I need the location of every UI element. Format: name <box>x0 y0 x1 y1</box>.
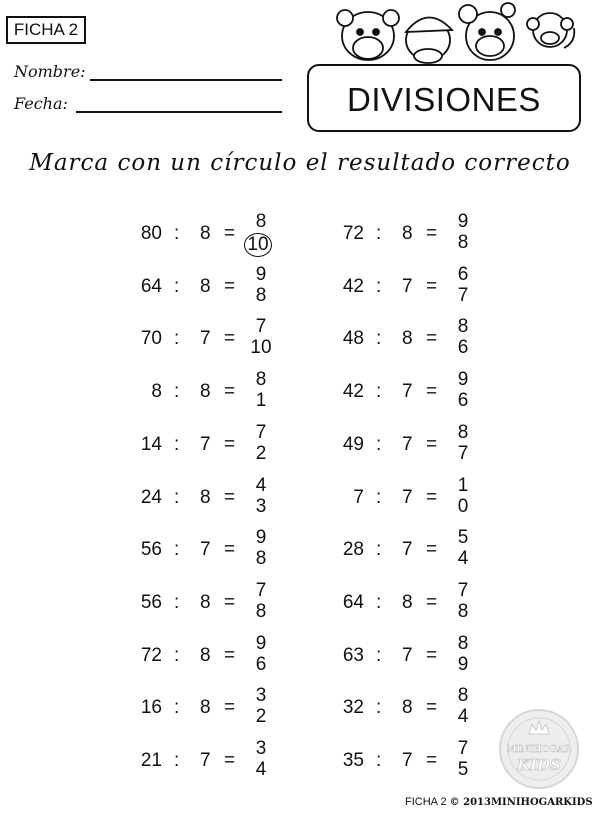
dividend: 42 <box>342 381 364 403</box>
answer-option[interactable]: 8 <box>255 211 267 232</box>
dividend: 14 <box>140 433 162 455</box>
answer-option[interactable]: 9 <box>255 632 267 654</box>
equals-sign: = <box>426 433 438 455</box>
nombre-label: Nombre: <box>14 62 86 81</box>
answer-option[interactable]: 9 <box>255 263 267 285</box>
division-problem <box>334 263 484 309</box>
dividend: 72 <box>342 223 364 244</box>
divisor: 8 <box>402 328 413 350</box>
dividend: 8 <box>151 381 162 403</box>
answer-option[interactable]: 7 <box>457 738 469 759</box>
division-problem <box>334 684 484 730</box>
equals-sign: = <box>224 697 236 719</box>
animals-illustration <box>328 2 578 68</box>
divisor: 7 <box>402 275 413 297</box>
answer-option[interactable]: 7 <box>255 421 267 443</box>
answer-option[interactable]: 7 <box>457 579 469 601</box>
equals-sign: = <box>426 644 438 666</box>
dividend: 80 <box>140 223 162 244</box>
equals-sign: = <box>426 381 438 403</box>
divisor: 7 <box>200 328 211 350</box>
answer-option[interactable]: 6 <box>457 337 469 359</box>
colon-sign: : <box>376 486 382 508</box>
answer-option[interactable]: 8 <box>457 632 469 654</box>
answer-option[interactable]: 4 <box>457 706 469 728</box>
divisor: 8 <box>200 486 211 508</box>
answer-option[interactable]: 7 <box>457 442 469 464</box>
colon-sign: : <box>174 275 180 297</box>
footer-copyright: © 2013MINIHOGARKIDS <box>449 797 593 808</box>
division-problem <box>132 737 282 783</box>
divisor: 8 <box>200 381 211 403</box>
colon-sign: : <box>174 750 180 771</box>
answer-option[interactable]: 4 <box>457 548 469 570</box>
equals-sign: = <box>426 539 438 561</box>
equals-sign: = <box>426 750 438 771</box>
answer-option[interactable]: 9 <box>255 527 267 549</box>
answer-option[interactable]: 1 <box>255 390 267 412</box>
title-box <box>307 64 581 132</box>
fecha-write-line[interactable] <box>76 111 282 113</box>
answer-option[interactable]: 3 <box>255 738 267 759</box>
divisor: 8 <box>402 591 413 613</box>
answer-option[interactable]: 6 <box>457 263 469 285</box>
divisor: 7 <box>402 750 413 771</box>
equals-sign: = <box>426 697 438 719</box>
divisor: 7 <box>200 539 211 561</box>
divisor: 8 <box>200 275 211 297</box>
divisor: 7 <box>402 539 413 561</box>
colon-sign: : <box>174 591 180 613</box>
colon-sign: : <box>376 644 382 666</box>
division-problem <box>132 315 282 361</box>
division-problem <box>132 368 282 414</box>
equals-sign: = <box>224 591 236 613</box>
dividend: 49 <box>342 433 364 455</box>
answer-option[interactable]: 3 <box>255 685 267 707</box>
answer-option[interactable]: 9 <box>457 653 469 675</box>
equals-sign: = <box>224 328 236 350</box>
dividend: 70 <box>140 328 162 350</box>
equals-sign: = <box>426 328 438 350</box>
answer-option[interactable]: 8 <box>255 600 267 622</box>
answer-option[interactable]: 0 <box>457 495 469 517</box>
division-problem <box>334 368 484 414</box>
dividend: 42 <box>342 275 364 297</box>
colon-sign: : <box>376 223 382 244</box>
answer-option[interactable]: 8 <box>457 232 469 253</box>
equals-sign: = <box>224 275 236 297</box>
colon-sign: : <box>174 328 180 350</box>
ficha-label: FICHA 2 <box>6 16 86 44</box>
dividend: 63 <box>342 644 364 666</box>
colon-sign: : <box>376 697 382 719</box>
answer-option[interactable]: 9 <box>457 369 469 391</box>
dividend: 56 <box>140 539 162 561</box>
division-problem <box>334 526 484 572</box>
equals-sign: = <box>224 433 236 455</box>
dividend: 48 <box>342 328 364 350</box>
equals-sign: = <box>426 275 438 297</box>
answer-option[interactable]: 8 <box>457 421 469 443</box>
answer-option[interactable]: 8 <box>457 600 469 622</box>
division-problem <box>132 632 282 678</box>
division-problem <box>132 684 282 730</box>
dividend: 7 <box>353 486 364 508</box>
footer-ficha: FICHA 2 <box>405 796 447 808</box>
divisor: 8 <box>402 697 413 719</box>
answer-option[interactable]: 8 <box>255 284 267 306</box>
division-problem <box>132 210 282 256</box>
dividend: 72 <box>140 644 162 666</box>
colon-sign: : <box>174 697 180 719</box>
equals-sign: = <box>426 223 438 244</box>
watermark-line2: KIDS <box>517 756 561 774</box>
dividend: 64 <box>342 591 364 613</box>
colon-sign: : <box>174 433 180 455</box>
answer-option[interactable]: 2 <box>255 442 267 464</box>
dividend: 32 <box>342 697 364 719</box>
dividend: 28 <box>342 539 364 561</box>
watermark-line1: MINIHOGAR <box>506 745 572 755</box>
division-problem <box>334 632 484 678</box>
dividend: 16 <box>140 697 162 719</box>
colon-sign: : <box>174 539 180 561</box>
colon-sign: : <box>174 486 180 508</box>
footer <box>405 796 593 808</box>
answer-option[interactable]: 7 <box>457 284 469 306</box>
answer-option[interactable]: 10 <box>250 337 272 359</box>
answer-option[interactable]: 5 <box>457 527 469 549</box>
answer-option[interactable]: 8 <box>255 548 267 570</box>
division-problem <box>334 474 484 520</box>
division-problem <box>132 526 282 572</box>
colon-sign: : <box>376 275 382 297</box>
minihogar-kids-watermark <box>498 708 580 790</box>
colon-sign: : <box>376 433 382 455</box>
answer-option[interactable]: 8 <box>457 685 469 707</box>
answer-option[interactable]: 9 <box>457 211 469 232</box>
fecha-field[interactable] <box>14 94 68 113</box>
nombre-write-line[interactable] <box>90 79 282 81</box>
division-problem <box>132 263 282 309</box>
dividend: 56 <box>140 591 162 613</box>
colon-sign: : <box>174 381 180 403</box>
worksheet-title: DIVISIONES <box>347 81 541 118</box>
answer-option[interactable]: 5 <box>457 759 469 780</box>
divisor: 7 <box>402 486 413 508</box>
colon-sign: : <box>174 644 180 666</box>
answer-option[interactable]: 1 <box>457 474 469 496</box>
equals-sign: = <box>224 223 236 244</box>
dividend: 24 <box>140 486 162 508</box>
divisor: 8 <box>200 223 211 244</box>
divisor: 8 <box>402 223 413 244</box>
equals-sign: = <box>224 644 236 666</box>
dividend: 64 <box>140 275 162 297</box>
divisor: 7 <box>402 433 413 455</box>
equals-sign: = <box>224 750 236 771</box>
colon-sign: : <box>376 539 382 561</box>
colon-sign: : <box>376 328 382 350</box>
divisor: 8 <box>200 591 211 613</box>
answer-option[interactable]: 3 <box>255 495 267 517</box>
division-problem <box>334 315 484 361</box>
answer-option[interactable]: 8 <box>255 369 267 391</box>
division-problem <box>334 579 484 625</box>
equals-sign: = <box>426 591 438 613</box>
equals-sign: = <box>224 486 236 508</box>
division-problem <box>132 421 282 467</box>
division-problem <box>334 210 484 256</box>
divisor: 8 <box>200 644 211 666</box>
instruction-text: Marca con un círculo el resultado correcto <box>29 150 571 176</box>
colon-sign: : <box>376 750 382 771</box>
division-problem <box>132 579 282 625</box>
division-problem <box>132 474 282 520</box>
answer-option-circled[interactable]: 10 <box>244 233 272 257</box>
answer-option[interactable]: 7 <box>255 579 267 601</box>
divisor: 8 <box>200 697 211 719</box>
divisor: 7 <box>402 644 413 666</box>
answer-option[interactable]: 7 <box>255 316 267 338</box>
division-problem <box>334 421 484 467</box>
fecha-label: Fecha: <box>14 94 68 113</box>
equals-sign: = <box>224 381 236 403</box>
answer-option[interactable]: 6 <box>255 653 267 675</box>
dividend: 35 <box>342 750 364 771</box>
colon-sign: : <box>376 381 382 403</box>
divisor: 7 <box>200 433 211 455</box>
answer-option[interactable]: 2 <box>255 706 267 728</box>
nombre-field[interactable] <box>14 62 86 81</box>
divisor: 7 <box>402 381 413 403</box>
answer-option[interactable]: 4 <box>255 759 267 780</box>
equals-sign: = <box>426 486 438 508</box>
dividend: 21 <box>140 750 162 771</box>
answer-option[interactable]: 4 <box>255 474 267 496</box>
answer-option[interactable]: 8 <box>457 316 469 338</box>
answer-option[interactable]: 6 <box>457 390 469 412</box>
colon-sign: : <box>174 223 180 244</box>
colon-sign: : <box>376 591 382 613</box>
equals-sign: = <box>224 539 236 561</box>
division-problem <box>334 737 484 783</box>
divisor: 7 <box>200 750 211 771</box>
